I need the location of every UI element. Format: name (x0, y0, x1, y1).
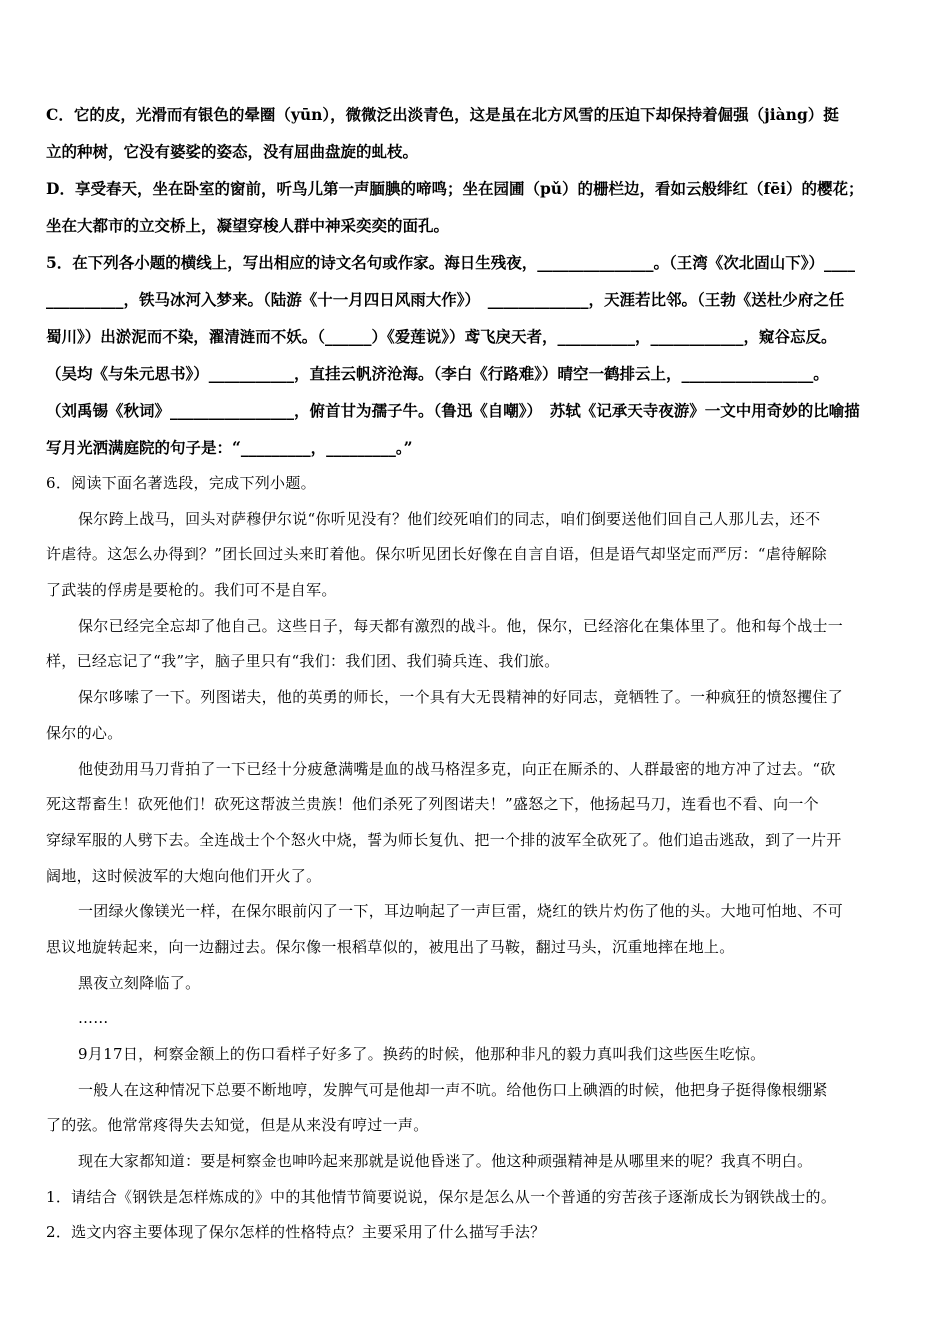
option-c (46, 96, 908, 170)
text-line: 黑夜立刻降临了。 (78, 973, 201, 992)
question-5 (46, 244, 908, 466)
text-line: 了的弦。他常常疼得失去知觉，但是从来没有哼过一声。 (46, 1116, 429, 1135)
passage-ellipsis (46, 1001, 908, 1037)
passage-paragraph (46, 680, 908, 751)
text-line: __________，铁马冰河入梦来。（陆游《十一月四日风雨大作》） _____________，天涯若比邻。（王勃《送杜少府之任 (46, 290, 845, 309)
passage-paragraph (46, 894, 908, 965)
passage-paragraph (46, 1037, 908, 1073)
document-body (46, 96, 908, 1251)
passage-paragraph (46, 966, 908, 1002)
text-line: 立的种树，它没有婆娑的姿态，没有屈曲盘旋的虬枝。 (46, 142, 419, 161)
sub-question-2: 2．选文内容主要体现了保尔怎样的性格特点？主要采用了什么描写手法？ (46, 1223, 546, 1242)
text-line: 一团绿火像镁光一样，在保尔眼前闪了一下，耳边响起了一声巨雷，烧红的铁片灼伤了他的头。大地可怕地、不可 (78, 902, 844, 921)
text-line: 坐在大都市的立交桥上，凝望穿梭人群中神采奕奕的面孔。 (46, 216, 450, 235)
text-line: 许虐待。这怎么办得到？”团长回过头来盯着他。保尔听见团长好像在自言自语，但是语气却坚定而严厉：“虐待解除 (46, 545, 827, 564)
text-line: 他使劲用马刀背拍了一下已经十分疲惫满嘴是血的战马格涅多克，向正在厮杀的、人群最密的地方冲了过去。“砍 (78, 759, 836, 778)
text-line: 保尔已经完全忘却了他自己。这些日子，每天都有激烈的战斗。他，保尔，已经溶化在集体里了。他和每个战士一 (78, 616, 844, 635)
text-line: 穿绿军服的人劈下去。全连战士个个怒火中烧，誓为师长复仇、把一个排的波军全砍死了。他们追击逃敌，到了一片开 (46, 830, 842, 849)
text-line: 样，已经忘记了“我”字，脑子里只有“我们：我们团、我们骑兵连、我们旅。 (46, 652, 560, 671)
text-line: 蜀川》）出淤泥而不染，濯清涟而不妖。（______）《爱莲说》）鸢飞戾天者，__________，____________，窥谷忘反。 (46, 327, 837, 346)
sub-question-1: 1．请结合《钢铁是怎样炼成的》中的其他情节简要说说，保尔是怎么从一个普通的穷苦孩子逐渐成长为钢铁战士的。 (46, 1187, 837, 1206)
text-line: 保尔哆嗦了一下。列图诺夫，他的英勇的师长，一个具有大无畏精神的好同志，竟牺牲了。一种疯狂的愤怒攫住了 (78, 688, 844, 707)
text-line: 现在大家都知道：要是柯察金也呻吟起来那就是说他昏迷了。他这种顽强精神是从哪里来的呢？我真不明白。 (78, 1152, 813, 1171)
passage-paragraph (46, 609, 908, 680)
text-line: 死这帮畜生！砍死他们！砍死这帮波兰贵族！他们杀死了列图诺夫！”盛怒之下，他扬起马刀，连看也不看、向一个 (46, 795, 819, 814)
text-line: 9月17日，柯察金额上的伤口看样子好多了。换药的时候，他那种非凡的毅力真叫我们这些医生吃惊。 (78, 1045, 766, 1063)
text-line: 一般人在这种情况下总要不断地哼，发脾气可是他却一声不吭。给他伤口上碘酒的时候，他把身子挺得像根绷紧 (78, 1080, 828, 1099)
option-d (46, 170, 908, 244)
text-line: 思议地旋转起来，向一边翻过去。保尔像一根稻草似的，被甩出了马鞍，翻过马头，沉重地摔在地上。 (46, 937, 735, 956)
passage-paragraph (46, 752, 908, 895)
text-line: （刘禹锡《秋词》________________，俯首甘为孺子牛。（鲁迅《自嘲》） 苏轼《记承天寺夜游》一文中用奇妙的比喻描 (46, 401, 860, 420)
text-line: 了武装的俘虏是要枪的。我们可不是自军。 (46, 581, 337, 600)
passage-paragraph (46, 502, 908, 609)
passage-paragraph (46, 1073, 908, 1144)
text-line: 保尔跨上战马，回头对萨穆伊尔说“你听见没有？他们绞死咱们的同志，咱们倒要送他们回自己人那儿去，还不 (78, 509, 821, 528)
text-line: …… (78, 1009, 109, 1028)
text-line: C．它的皮，光滑而有银色的晕圈（yūn），微微泛出淡青色，这是虽在北方风雪的压迫下却保持着倔强（jiàng）挺 (46, 105, 839, 124)
passage-paragraph (46, 1144, 908, 1180)
question-heading: 6．阅读下面名著选段，完成下列小题。 (46, 474, 316, 492)
text-line: （吴均《与朱元思书》）___________，直挂云帆济沧海。（李白《行路难》）晴空一鹤排云上，_________________。 (46, 364, 829, 383)
text-line: 阔地，这时候波军的大炮向他们开火了。 (46, 866, 322, 885)
question-6 (46, 466, 908, 1251)
text-line: D．享受春天，坐在卧室的窗前，听鸟儿第一声腼腆的啼鸣；坐在园圃（pǔ）的栅栏边，看如云般绯红（fēi）的樱花； (46, 179, 864, 198)
text-line: 写月光洒满庭院的句子是：“_________，_________。” (46, 438, 413, 457)
text-line: 保尔的心。 (46, 723, 123, 742)
text-line: 5．在下列各小题的横线上，写出相应的诗文名句或作家。海日生残夜，_______________。（王湾《次北固山下》）____ (46, 253, 856, 272)
